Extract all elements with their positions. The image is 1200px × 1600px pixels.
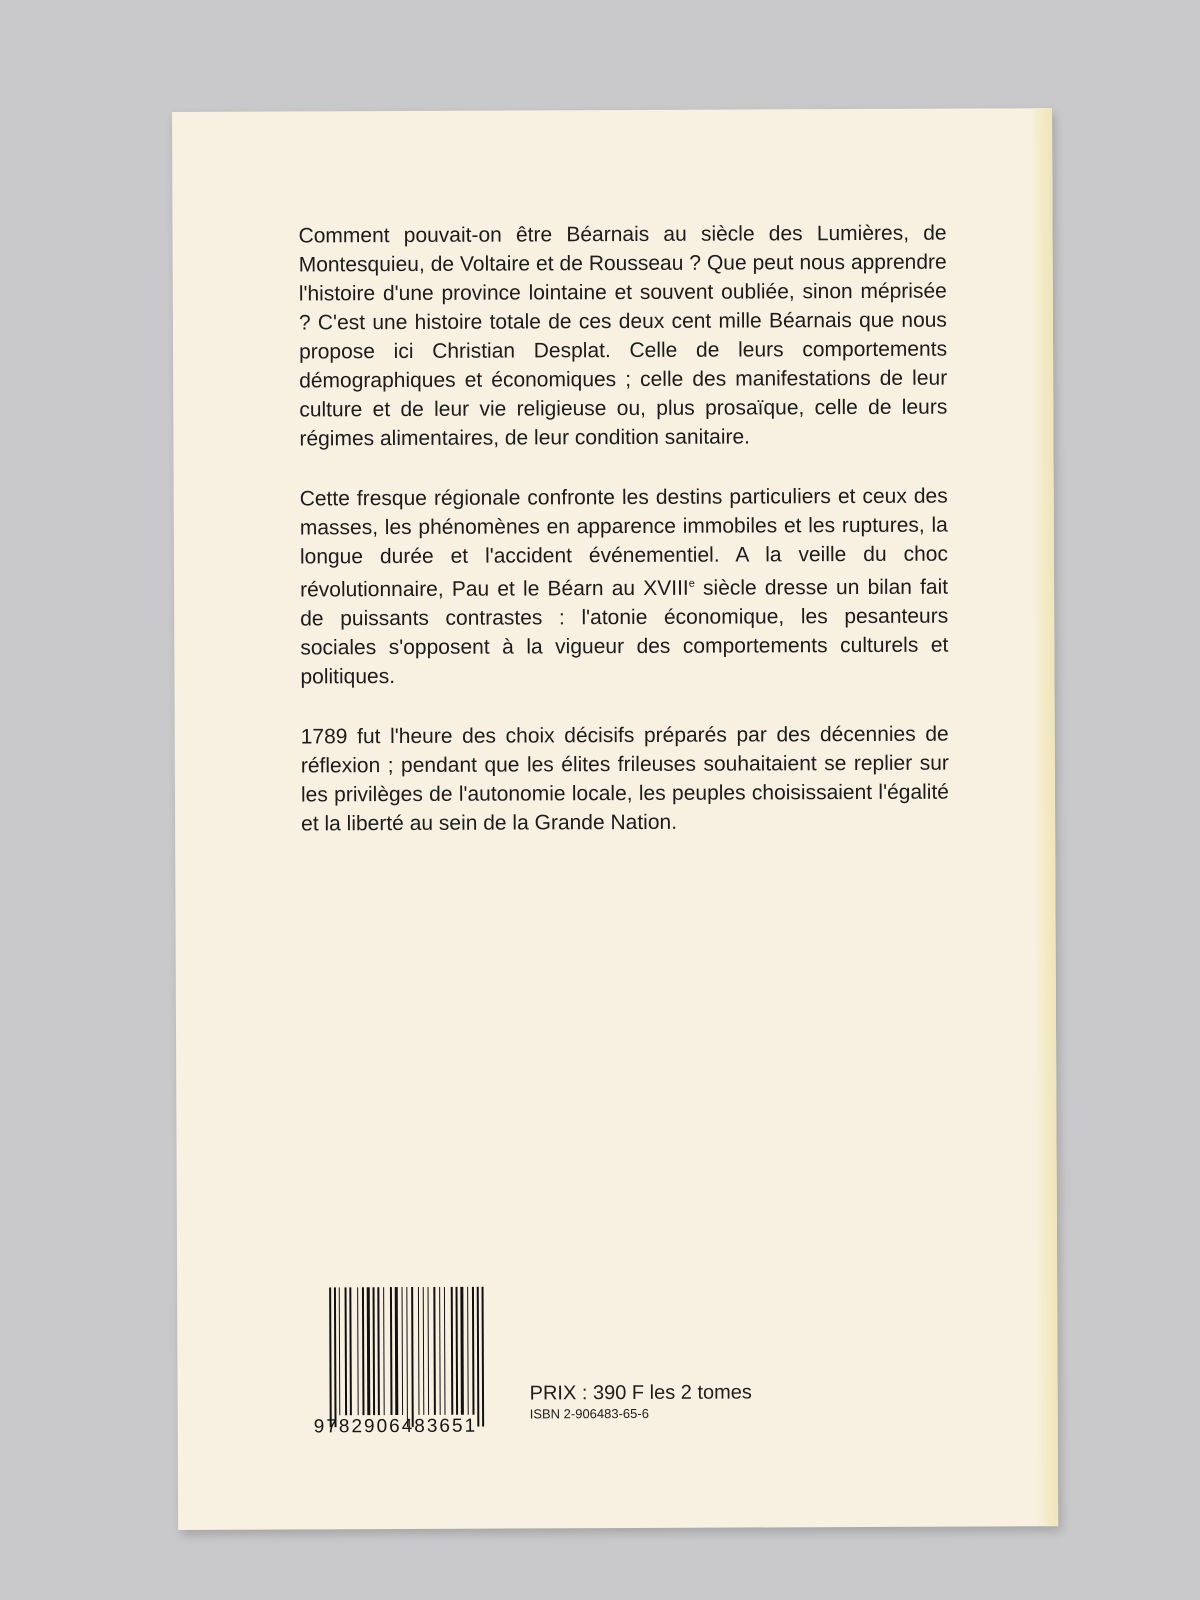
blurb-text	[298, 219, 949, 870]
barcode-bar	[357, 1287, 359, 1415]
blurb-paragraph-3: 1789 fut l'heure des choix décisifs préparés par des décennies de réflexion ; pendant que les élites frileuses souhaitaient se replier sur les privilèges de l'autonomie locale, les peuples choisissaient l'égalité et la liberté au sein de la Grande Nation.	[300, 722, 950, 836]
book-back-cover	[172, 108, 1058, 1530]
barcode-bar	[482, 1287, 485, 1427]
barcode-bar	[402, 1287, 404, 1415]
barcode-bar	[467, 1287, 469, 1415]
century-superscript: e	[688, 577, 695, 590]
barcode-bar	[339, 1287, 341, 1415]
blurb-paragraph-2-part-1: Cette fresque régionale confronte les destins particuliers et ceux des masses, les phénomènes en apparence immobiles et les ruptures, la longue durée et l'accident événementiel. A la veille du choc révolutionnaire, Pau et le Béarn au XVIII	[299, 484, 948, 602]
isbn-label: ISBN 2-906483-65-6	[529, 1405, 649, 1422]
barcode-bar	[395, 1287, 399, 1415]
barcode-bar	[390, 1287, 393, 1415]
barcode-digits: 9782906483651	[313, 1415, 478, 1438]
barcode-bar	[444, 1287, 446, 1415]
barcode-bar	[367, 1287, 371, 1415]
blurb-paragraph-2-part-2: siècle dresse un bilan fait de puissants contrastes : l'atonie économique, les pesanteurs sociales s'opposent à la vigueur des comportements culturels et politiques.	[300, 575, 949, 689]
barcode-bar	[329, 1287, 332, 1427]
barcode-bars	[327, 1287, 498, 1428]
barcode-bar	[383, 1287, 385, 1415]
barcode-bar	[349, 1287, 352, 1415]
barcode-bar	[423, 1287, 425, 1415]
blurb-paragraph-2	[300, 482, 949, 692]
book-edge	[1030, 108, 1058, 1526]
barcode	[327, 1287, 498, 1428]
barcode-bar	[373, 1287, 376, 1415]
price-label: PRIX : 390 F les 2 tomes	[529, 1381, 752, 1405]
barcode-bar	[451, 1287, 454, 1415]
barcode-bar	[406, 1287, 408, 1427]
barcode-bar	[411, 1287, 414, 1427]
barcode-bar	[418, 1287, 420, 1415]
barcode-bar	[334, 1287, 337, 1427]
barcode-bar	[362, 1287, 365, 1415]
barcode-bar	[377, 1287, 380, 1415]
barcode-bar	[472, 1287, 475, 1415]
barcode-bar	[428, 1287, 430, 1415]
barcode-bar	[456, 1287, 459, 1415]
barcode-bar	[433, 1287, 436, 1415]
barcode-bar	[460, 1287, 464, 1415]
barcode-bar	[477, 1287, 480, 1427]
barcode-bar	[439, 1287, 441, 1415]
barcode-bar	[345, 1287, 348, 1415]
blurb-paragraph-1: Comment pouvait-on être Béarnais au siècle des Lumières, de Montesquieu, de Voltaire et de Rousseau ? Que peut nous apprendre l'histoire d'une province lointaine et souvent oubliée, sinon méprisée ? C'est une histoire totale de ces deux cent mille Béarnais que nous propose ici Christian Desplat. Celle de leurs comportements démographiques et économiques ; celle des manifestations de leur culture et de leur vie religieuse ou, plus prosaïque, celle de leurs régimes alimentaires, de leur condition sanitaire.	[298, 221, 948, 451]
